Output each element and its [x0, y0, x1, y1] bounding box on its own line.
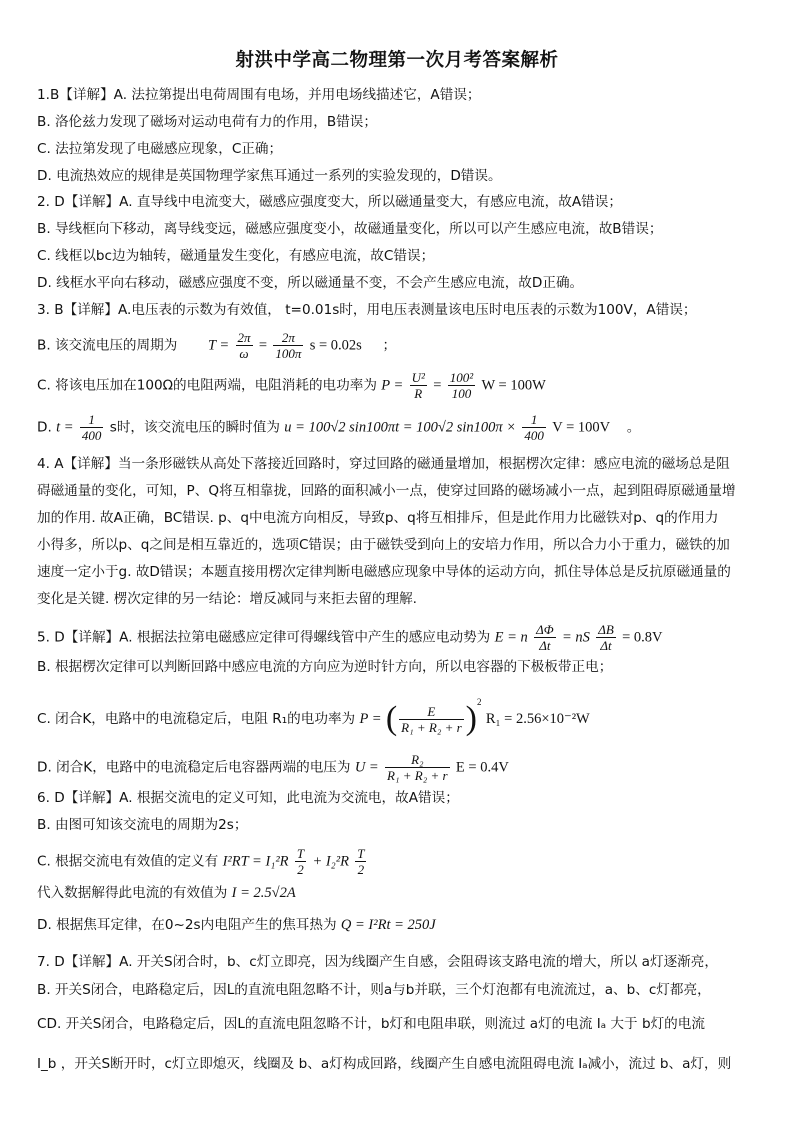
formula-prefix: D. 根据焦耳定律，在0~2s内电阻产生的焦耳热为 — [37, 917, 337, 933]
formula-lhs: T = — [207, 337, 230, 354]
fraction-denominator: 100 — [451, 386, 472, 401]
text-line: C. 法拉第发现了电磁感应现象，C正确； — [37, 141, 283, 157]
text-line: D. 线框水平向右移动，磁感应强度不变，所以磁通量不变，不会产生感应电流，故D正确。 — [37, 275, 584, 291]
formula-expression: Q = I²Rt = 250J — [340, 917, 436, 933]
formula-tail: W = 100W — [481, 377, 546, 394]
page-title: 射洪中学高二物理第一次月考答案解析 — [235, 50, 559, 71]
text-line: D. 电流热效应的规律是英国物理学家焦耳通过一系列的实验发现的，D错误。 — [37, 168, 502, 184]
fraction-denominator: ω — [239, 346, 249, 361]
formula-lhs: U = — [354, 759, 379, 776]
fraction — [236, 330, 253, 361]
formula-text: = nS — [561, 629, 590, 646]
fraction-numerator: ΔB — [598, 622, 614, 637]
text-line: B. 洛伦兹力发现了磁场对运动电荷有力的作用，B错误； — [37, 114, 377, 130]
fraction-denominator: Δt — [539, 638, 551, 653]
fraction-numerator: 100² — [449, 370, 474, 385]
formula-lhs: P = — [359, 711, 382, 727]
fraction-denominator: 2 — [297, 862, 304, 877]
fraction — [80, 412, 104, 443]
fraction-denominator: R₁ + R₂ + r — [387, 768, 448, 783]
formula-line — [37, 412, 767, 443]
exponent: 2 — [477, 697, 482, 707]
formula-text: s时，该交流电压的瞬时值为 — [109, 419, 280, 436]
fraction-denominator: R — [414, 386, 423, 401]
text-line: B. 导线框向下移动，离导线变远，磁感应强度变小，故磁通量变化，所以可以产生感应电流，故B错误； — [37, 221, 663, 237]
formula-expression: I = 2.5√2A — [231, 885, 296, 901]
text-line: CD. 开关S闭合，电路稳定后，因L的直流电阻忽略不计，b灯和电阻串联，则流过 a灯的电流 Iₐ 大于 b灯的电流 — [37, 1016, 705, 1032]
formula-end: 。 — [626, 419, 641, 436]
formula-tail: R₁ = 2.56×10⁻²W — [485, 711, 590, 727]
formula-line — [37, 884, 767, 902]
text-line: 6. D【详解】A. 根据交流电的定义可知，此电流为交流电，故A错误； — [37, 790, 459, 806]
formula-prefix: 5. D【详解】A. 根据法拉第电磁感应定律可得螺线管中产生的感应电动势为 — [37, 629, 491, 646]
fraction-denominator: R₁ + R₂ + r — [401, 719, 462, 735]
formula-tail: E = 0.4V — [455, 759, 509, 776]
formula-line — [37, 330, 767, 361]
text-line: 加的作用. 故A正确，BC错误. p、q中电流方向相反，导致p、q将互相排斥，但是此作用力比磁铁对p、q的作用力 — [37, 510, 719, 526]
equals-sign: = — [433, 377, 442, 394]
fraction-numerator: E — [399, 704, 464, 720]
formula-prefix: B. 该交流电压的周期为 — [37, 337, 178, 354]
fraction — [410, 370, 427, 401]
fraction-denominator: Δt — [600, 638, 612, 653]
formula-line — [37, 693, 767, 736]
formula-tail: s = 0.02s — [309, 337, 362, 354]
fraction — [522, 412, 546, 443]
formula-line — [37, 622, 767, 653]
text-line: C. 线框以bc边为轴转，磁通量发生变化，有感应电流，故C错误； — [37, 248, 435, 264]
fraction-denominator: 100π — [275, 346, 302, 361]
text-line: B. 由图可知该交流电的周期为2s； — [37, 817, 248, 833]
text-line: 碍磁通量的变化，可知，P、Q将互相靠拢，回路的面积减小一点，使穿过回路的磁场减小一点，起到阻碍原磁通量增 — [37, 483, 736, 499]
formula-expression: I²RT = I₁²R — [222, 853, 289, 870]
text-line: 7. D【详解】A. 开关S闭合时，b、c灯立即亮，因为线圈产生自感，会阻碍该支路电流的增大，所以 a灯逐渐亮， — [37, 954, 718, 970]
text-line: B. 开关S闭合，电路稳定后，因L的直流电阻忽略不计，则a与b并联，三个灯泡都有电流流过，a、b、c灯都亮， — [37, 982, 711, 998]
fraction-numerator: T — [357, 846, 365, 861]
formula-tail: = 0.8V — [622, 629, 663, 646]
fraction — [385, 752, 450, 783]
formula-lhs: P = — [381, 377, 404, 394]
text-line: 小得多，所以p、q之间是相互靠近的，选项C错误；由于磁铁受到向上的安培力作用，所以合力小于重力，磁铁的加 — [37, 537, 730, 553]
fraction — [534, 622, 556, 653]
formula-lhs: E = n — [494, 629, 528, 646]
fraction — [295, 846, 306, 877]
formula-prefix: D. 闭合K，电路中的电流稳定后电容器两端的电压为 — [37, 759, 351, 776]
text-line: B. 根据楞次定律可以判断回路中感应电流的方向应为逆时针方向，所以电容器的下极板带正电； — [37, 659, 613, 675]
text-line: 速度一定小于g. 故D错误；本题直接用楞次定律判断电磁感应现象中导体的运动方向，抓住导体总是反抗原磁通量的 — [37, 564, 731, 580]
fraction — [399, 704, 464, 735]
formula-expression: + I₂²R — [312, 853, 349, 870]
fraction — [596, 622, 616, 653]
text-line: 2. D【详解】A. 直导线中电流变大，磁感应强度变大，所以磁通量变大，有感应电流，故A错误； — [37, 194, 622, 210]
left-paren: ( — [385, 700, 398, 737]
right-paren: ) — [465, 700, 477, 737]
fraction-numerator: T — [296, 846, 305, 861]
formula-prefix: C. 根据交流电有效值的定义有 — [37, 853, 219, 870]
formula-line — [37, 846, 767, 877]
fraction-numerator: 2π — [237, 330, 251, 345]
formula-line — [37, 916, 767, 934]
fraction-denominator: 2 — [357, 862, 365, 877]
text-line: 变化是关键. 楞次定律的另一结论：增反减同与来拒去留的理解. — [37, 591, 417, 607]
fraction-numerator: 1 — [80, 412, 104, 428]
fraction-numerator: ΔΦ — [536, 622, 554, 637]
formula-line — [37, 752, 767, 783]
formula-prefix: 代入数据解得此电流的有效值为 — [37, 885, 228, 901]
fraction — [273, 330, 303, 361]
fraction-numerator: R₂ — [385, 752, 450, 768]
formula-lhs: t = — [56, 419, 74, 436]
fraction-denominator: 400 — [81, 428, 102, 443]
formula-prefix: D. — [37, 419, 52, 436]
formula-prefix: C. 闭合K，电路中的电流稳定后，电阻 R₁的电功率为 — [37, 711, 356, 727]
formula-tail: V = 100V — [552, 419, 611, 436]
text-line: 3. B【详解】A.电压表的示数为有效值， t=0.01s时，用电压表测量该电压时电压表的示数为100V，A错误； — [37, 302, 697, 318]
formula-line — [37, 370, 767, 401]
formula-end: ； — [382, 337, 397, 354]
fraction-denominator: 400 — [524, 428, 544, 443]
formula-prefix: C. 将该电压加在100Ω的电阻两端，电阻消耗的电功率为 — [37, 377, 377, 394]
formula-expression: u = 100√2 sin100πt = 100√2 sin100π × — [284, 419, 517, 436]
text-line: 4. A【详解】当一条形磁铁从高处下落接近回路时，穿过回路的磁通量增加，根据楞次定律：感应电流的磁场总是阻 — [37, 456, 730, 472]
fraction — [355, 846, 366, 877]
equals-sign: = — [258, 337, 268, 354]
fraction-numerator: 2π — [273, 330, 303, 346]
text-line: I_b ，开关S断开时，c灯立即熄灭，线圈及 b、a灯构成回路，线圈产生自感电流阻碍电流 Iₐ减小，流过 b、a灯，则 — [37, 1056, 732, 1072]
fraction-numerator: 1 — [522, 412, 546, 428]
fraction-numerator: U² — [411, 370, 425, 385]
fraction — [448, 370, 475, 401]
text-line: 1.B【详解】A. 法拉第提出电荷周围有电场，并用电场线描述它，A错误； — [37, 87, 481, 103]
